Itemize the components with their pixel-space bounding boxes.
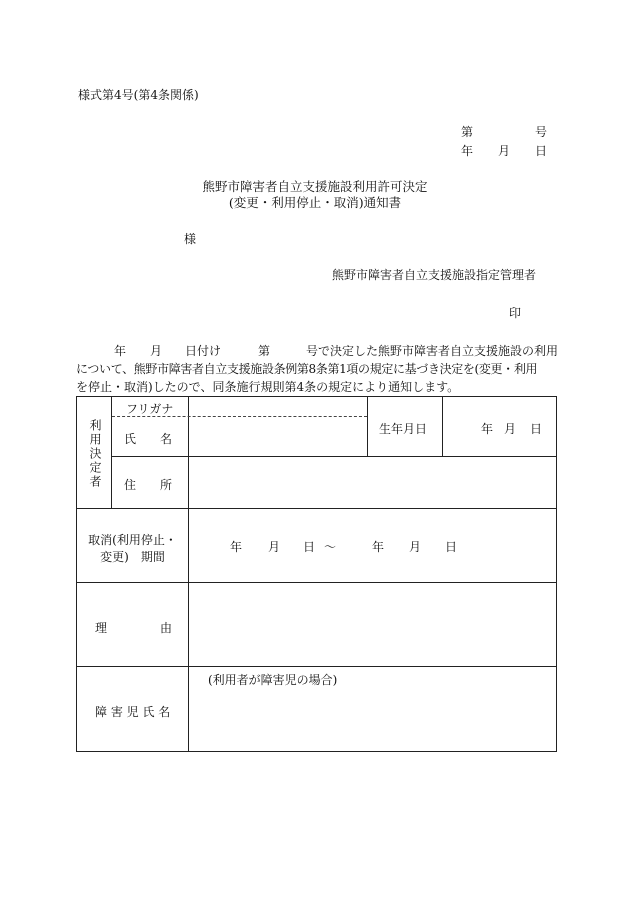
period-label-line1: 取消(利用停止・	[88, 533, 177, 547]
period-day-1: 日	[303, 540, 316, 554]
birth-label: 生年月日	[379, 422, 428, 436]
child-name-label: 障 害 児 氏 名	[95, 705, 171, 719]
body-line2: について、熊野市障害者自立支援施設条例第8条第1項の規定に基づき決定を(変更・利用	[76, 362, 538, 376]
reason-label-2: 由	[160, 621, 173, 635]
child-note: (利用者が障害児の場合)	[208, 673, 338, 687]
name-field[interactable]	[189, 418, 366, 455]
user-group-label: 利用決定者	[88, 419, 102, 489]
period-year-1: 年	[230, 540, 243, 554]
reason-field[interactable]	[189, 583, 556, 665]
body-month: 月	[150, 344, 163, 358]
reason-label-1: 理	[95, 621, 108, 635]
title-line2: (変更・利用停止・取消)通知書	[228, 195, 402, 210]
period-tilde: 〜	[324, 540, 337, 554]
birth-year: 年	[481, 422, 494, 436]
body-day: 日付け	[185, 344, 222, 358]
period-label-line2: 変更) 期間	[100, 550, 165, 564]
number-suffix: 号	[535, 125, 548, 139]
date-year: 年	[461, 144, 474, 158]
title-line1: 熊野市障害者自立支援施設利用許可決定	[202, 179, 428, 194]
birth-month: 月	[504, 422, 517, 436]
number-prefix: 第	[461, 125, 474, 139]
address-label: 住 所	[124, 478, 173, 492]
issuer-name: 熊野市障害者自立支援施設指定管理者	[332, 268, 537, 282]
body-year: 年	[114, 344, 127, 358]
decision-table	[76, 396, 557, 752]
address-field[interactable]	[189, 457, 556, 507]
addressee-suffix: 様	[184, 232, 197, 246]
birth-day: 日	[530, 422, 543, 436]
child-name-field[interactable]	[189, 689, 556, 751]
furigana-field[interactable]	[189, 398, 366, 415]
body-line1-rest: 号で決定した熊野市障害者自立支援施設の利用	[306, 344, 559, 358]
form-id: 様式第4号(第4条関係)	[78, 88, 199, 102]
issuer-seal: 印	[509, 306, 522, 320]
furigana-label: フリガナ	[126, 402, 174, 416]
date-month: 月	[498, 144, 511, 158]
body-no: 第	[258, 344, 271, 358]
period-day-2: 日	[445, 540, 458, 554]
date-day: 日	[535, 144, 548, 158]
name-label: 氏 名	[124, 432, 173, 446]
period-year-2: 年	[372, 540, 385, 554]
body-line3: を停止・取消)したので、同条施行規則第4条の規定により通知します。	[76, 380, 460, 394]
period-month-1: 月	[268, 540, 281, 554]
period-month-2: 月	[409, 540, 422, 554]
